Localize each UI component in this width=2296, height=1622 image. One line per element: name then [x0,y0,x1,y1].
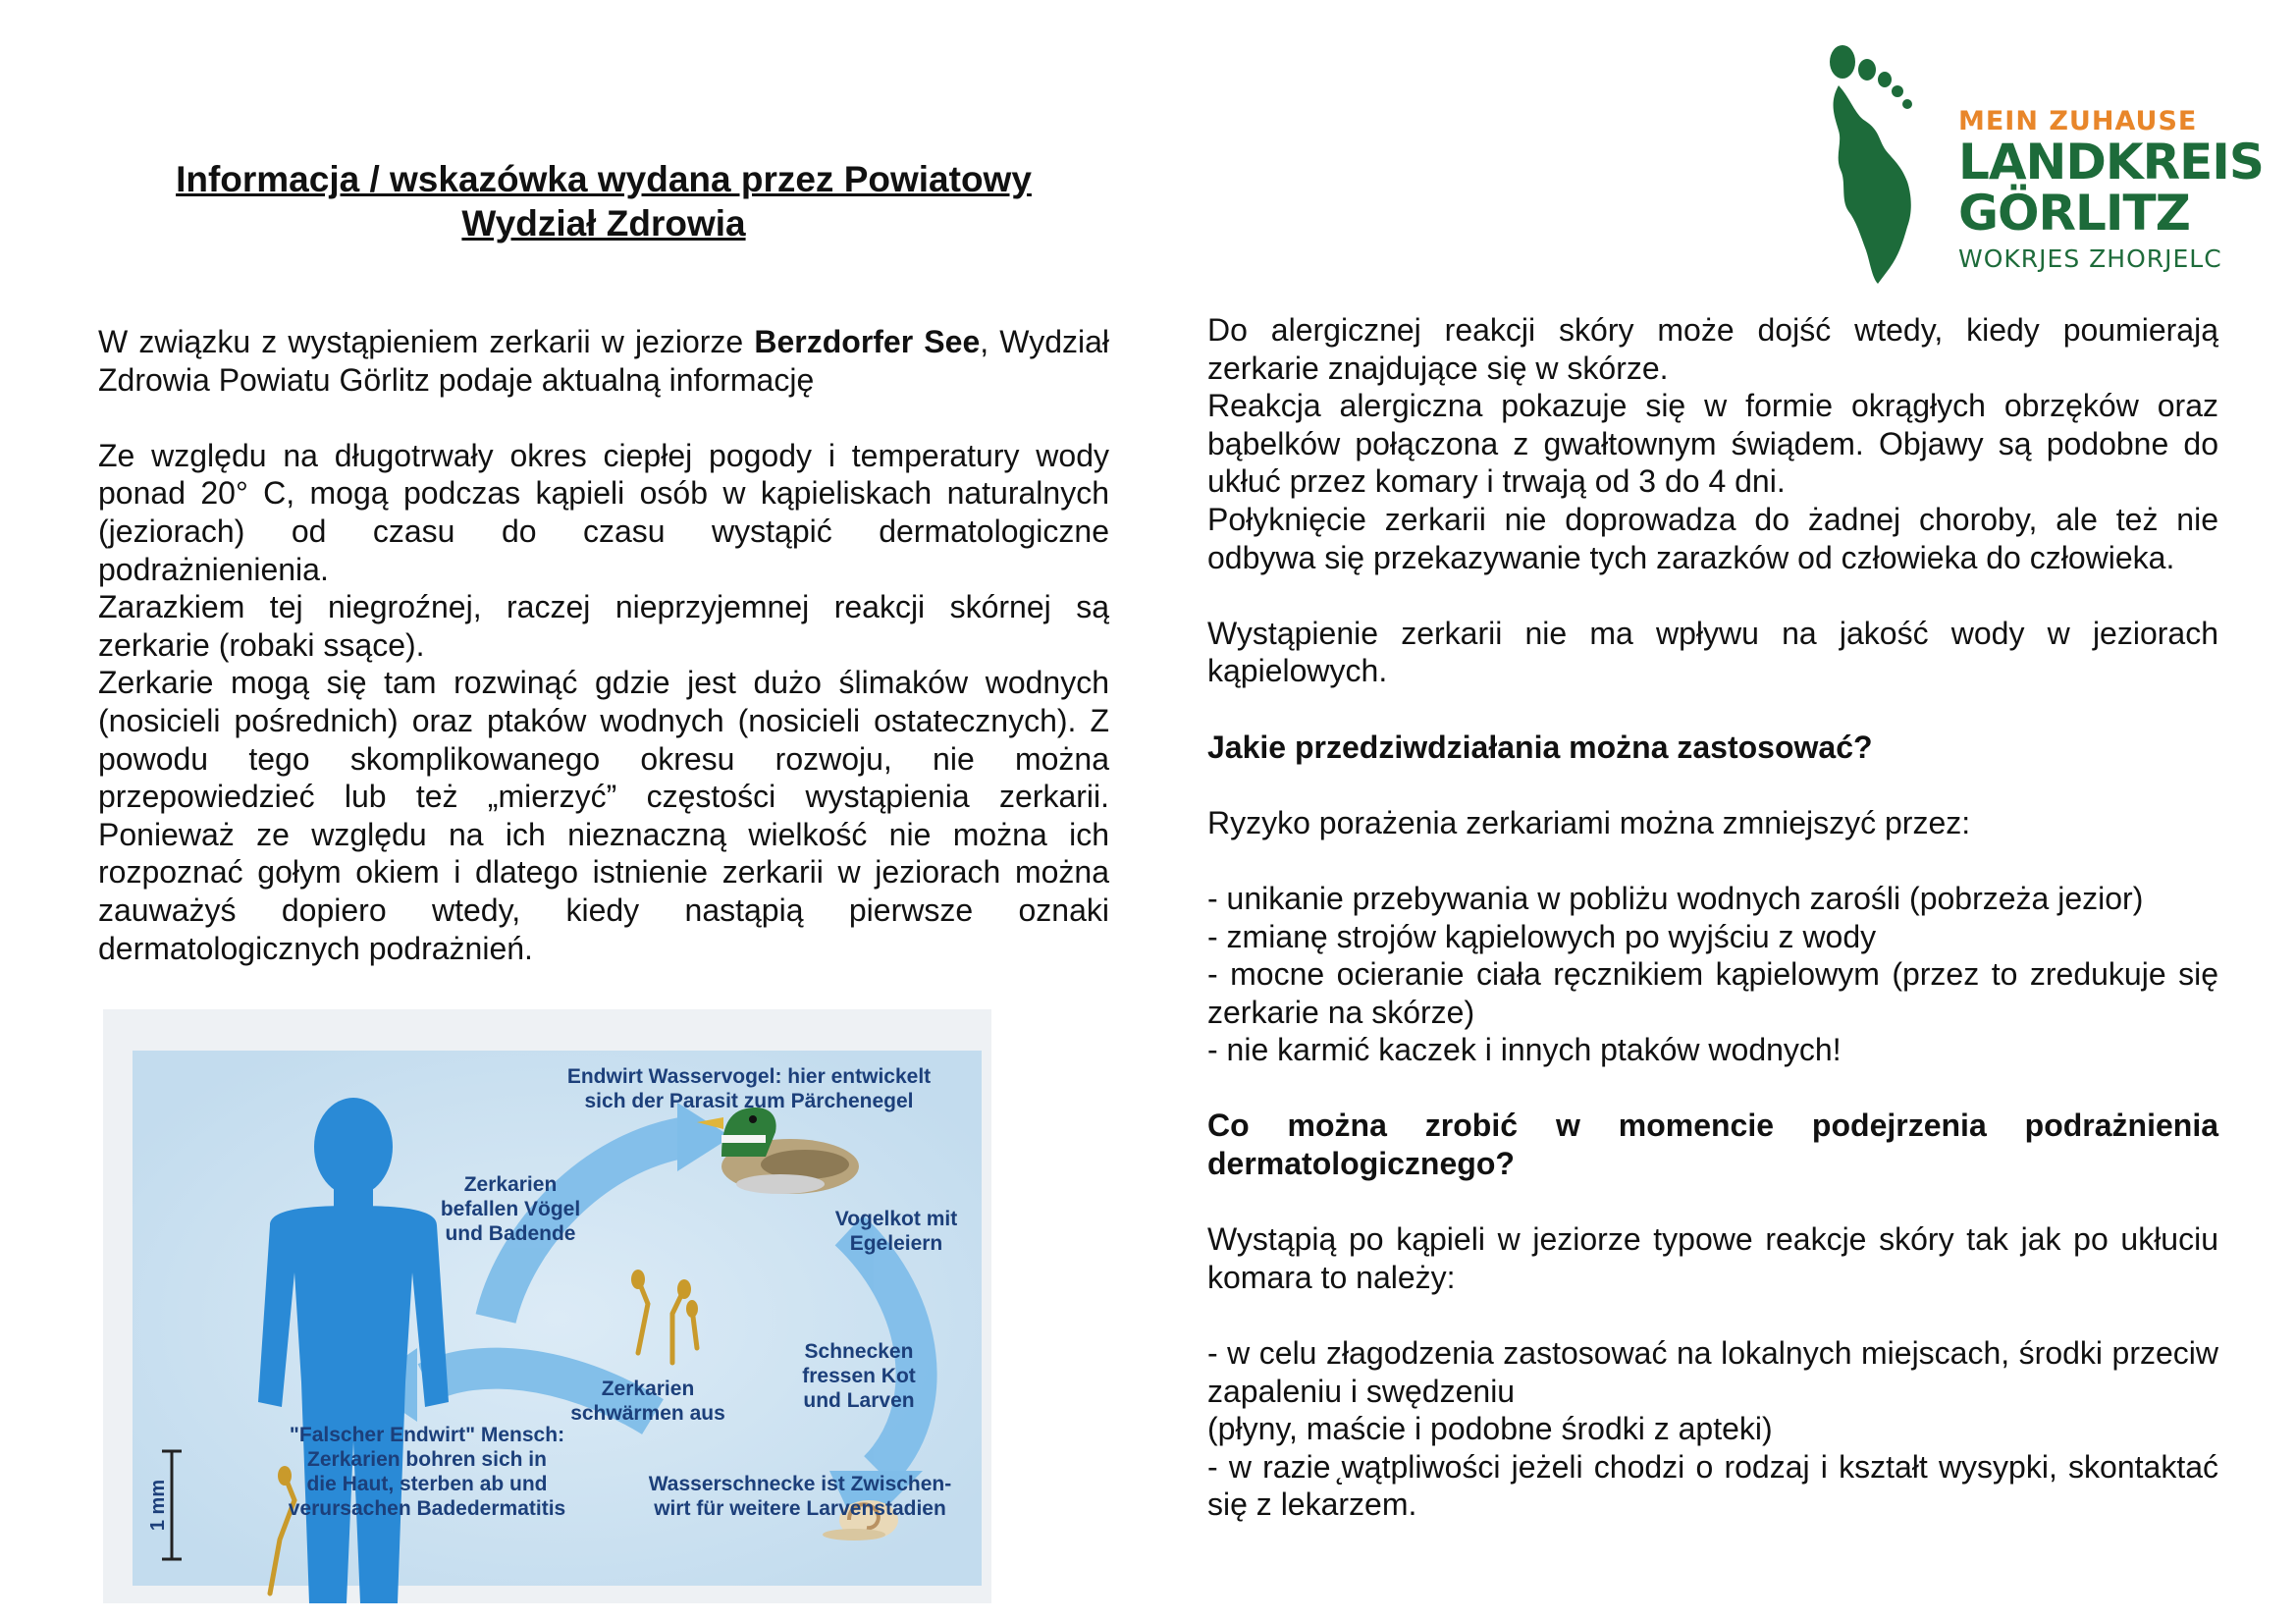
logo-line1: MEIN ZUHAUSE [1958,106,2198,136]
heading-what-to-do: Co można zrobić w momencie podejrzenia podrażnienia dermatologicznego? [1207,1108,2218,1182]
logo-line4: WOKRJES ZHORJELC [1958,244,2222,273]
advice-2: (płyny, maście i podobne środki z apteki) [1207,1411,1773,1447]
right-paragraph-5: Ryzyko porażenia zerkariami można zmniejszyć przez: [1207,804,1971,840]
logo-line2: LANDKREIS [1958,134,2264,190]
bullet-4: - nie karmić kaczek i innych ptaków wodnych! [1207,1032,1842,1068]
bullet-3: - mocne ocieranie ciała ręcznikiem kąpielowym (przez to zredukuje się zerkarie na skórze) [1207,956,2218,1030]
label-vogelkot-1: Vogelkot mit [834,1208,958,1230]
label-falscher-3: die Haut, sterben ab und [306,1473,548,1495]
right-paragraph-2: Reakcja alergiczna pokazuje się w formie okrągłych obrzęków oraz bąbelków połączona z gwałtownym świądem. Objawy są podobne do ukłuć przez komary i trwają od 3 do 4 dni. [1207,388,2218,500]
advice-3: - w razie ̨wątpliwości jeżeli chodzi o rodzaj i kształt wysypki, skontaktać się z lekarzem. [1207,1448,2218,1523]
label-schwaermen-1: Zerkarien [601,1378,695,1400]
logo-line3: GÖRLITZ [1958,185,2190,242]
label-zerkarien-befallen-2: befallen Vögel [440,1198,581,1220]
right-column [1207,311,2218,1524]
lake-name: Berzdorfer See [754,324,981,359]
scale-label: 1 mm [147,1479,169,1532]
label-falscher-1: "Falscher Endwirt" Mensch: [289,1424,565,1446]
left-paragraph-2: Ze względu na długotrwały okres ciepłej pogody i temperatury wody ponad 20° C, mogą podczas kąpieli osób w kąpieliskach naturalnych (jeziorach) od czasu do czasu wystąpić dermatologiczne podrażnienienia. [98,437,1109,587]
label-schnecken-3: und Larven [803,1389,915,1412]
left-paragraph-3: Zarazkiem tej niegroźnej, raczej nieprzyjemnej reakcji skórnej są zerkarie (robaki ssące). [98,589,1109,663]
title-line1: Informacja / wskazówka wydana przez Powiatowy [176,159,1032,199]
label-falscher-4: verursachen Badedermatitis [288,1497,566,1520]
left-paragraph-4: Zerkarie mogą się tam rozwinąć gdzie jest dużo ślimaków wodnych (nosicieli pośrednich) oraz ptaków wodnych (nosicieli ostatecznych). Z powodu tego skomplikowanego okresu rozwoju, nie można przepowiedzieć lub też „mierzyć” częstości wystąpienia zerkarii. Ponieważ ze względu na ich nieznaczną wielkość nie można ich rozpoznać gołym okiem i dlatego istnienie zerkarii w jeziorach można zauważyś dopiero wtedy, kiedy nastąpią pierwsze oznaki dermatologicznych podrażnień. [98,665,1109,966]
label-vogelkot-2: Egeleiern [849,1232,943,1255]
label-schnecken-1: Schnecken [804,1340,914,1363]
right-paragraph-4: Wystąpienie zerkarii nie ma wpływu na jakość wody w jeziorach kąpielowych. [1207,615,2218,689]
label-wasserschnecke-1: Wasserschnecke ist Zwischen- [648,1473,952,1495]
district-shape [1834,85,1911,284]
label-schwaermen-2: schwärmen aus [570,1402,725,1425]
label-endwirt-1: Endwirt Wasservogel: hier entwickelt [566,1065,932,1088]
label-endwirt-2: sich der Parasit zum Pärchenegel [584,1090,914,1112]
right-paragraph-3: Połyknięcie zerkarii nie doprowadza do żadnej choroby, ale też nie odbywa się przekazywanie tych zarazków od człowieka do człowieka. [1207,501,2218,575]
right-paragraph-1: Do alergicznej reakcji skóry może dojść wtedy, kiedy poumierają zerkarie znajdujące się w skórze. [1207,312,2218,386]
label-zerkarien-befallen-1: Zerkarien [463,1173,558,1196]
title-line2: Wydział Zdrowia [461,203,746,243]
right-paragraph-6: Wystąpią po kąpieli w jeziorze typowe reakcje skóry tak jak po ukłuciu komara to należy: [1207,1221,2218,1295]
left-p1-text-end: , Wydział Zdrowia Powiatu Görlitz podaje aktualną informację [98,324,1110,398]
label-schnecken-2: fressen Kot [802,1365,916,1387]
toe-2 [1858,59,1876,81]
left-p1-text: W związku z wystąpieniem zerkarii w jeziorze [98,324,755,359]
toe-1 [1830,45,1855,79]
bullet-1: - unikanie przebywania w pobliżu wodnych zarośli (pobrzeża jezior) [1207,880,2144,916]
toe-5 [1902,99,1912,109]
label-zerkarien-befallen-3: und Badende [445,1222,576,1245]
logo-text [1958,106,2264,273]
advice-1: - w celu złagodzenia zastosować na lokalnych miejscach, środki przeciw zapaleniu i swędzeniu [1207,1335,2218,1409]
toe-3 [1878,72,1892,87]
bullet-2: - zmianę strojów kąpielowych po wyjściu z wody [1207,918,1877,954]
heading-prevention: Jakie przedziwdziałania można zastosować? [1207,729,1873,765]
label-wasserschnecke-2: wirt für weitere Larvenstadien [654,1497,946,1520]
toe-4 [1892,85,1903,97]
page-title [98,157,1109,245]
label-falscher-2: Zerkarien bohren sich in [307,1448,547,1471]
left-column [98,323,1109,967]
left-paragraph-1 [98,323,1109,399]
cercariae-lifecycle-diagram [103,1009,991,1603]
